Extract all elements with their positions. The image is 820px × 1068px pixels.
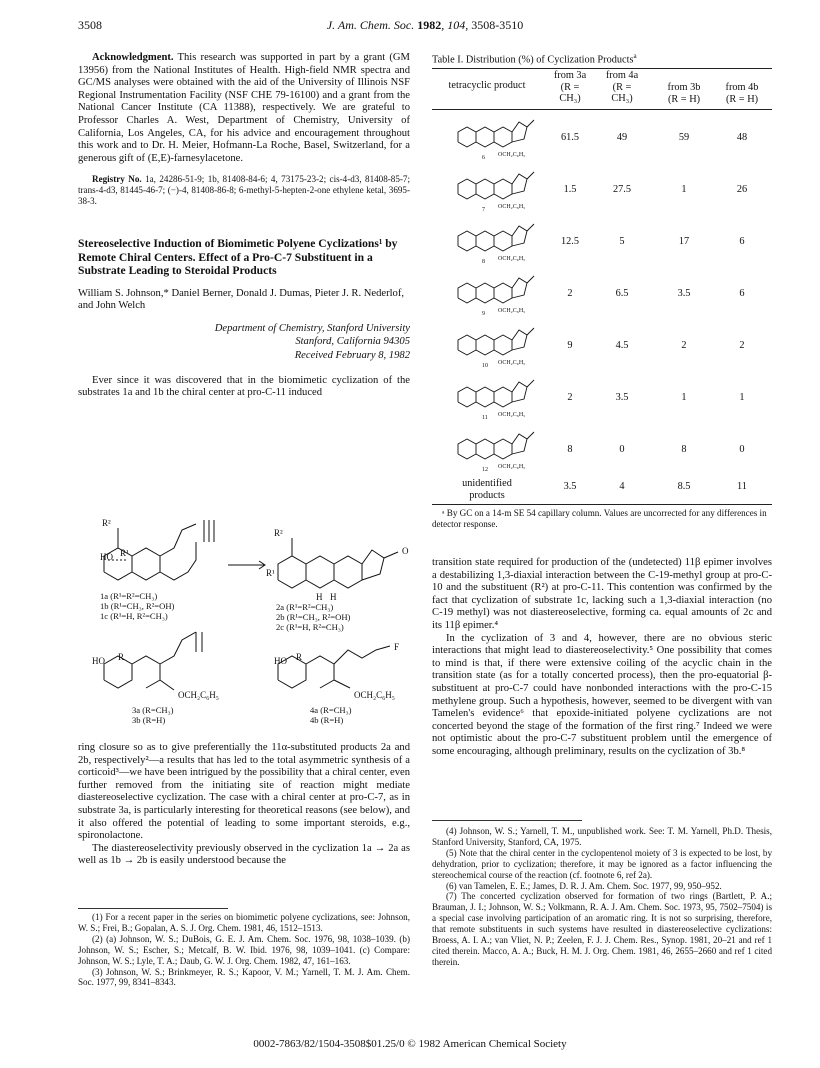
atom-R2-2: R² [274,528,283,538]
reaction-scheme [78,500,418,725]
left-column-body [78,742,410,868]
table-cell-12-col3: 8 [681,444,687,455]
footnote-3: (3) Johnson, W. S.; Brinkmeyer, R. S.; Kapoor, V. M.; Yarnell, T. M. J. Am. Chem. Soc. 1977, 99, 8341–8343. [78,966,410,988]
table-cell-7-col1: 1.5 [563,184,577,195]
sub-och-3: OCH₂C₆H₅ [178,690,219,700]
footnotes-right [432,826,772,968]
label-4b: 4b (R=H) [310,715,344,725]
page-number: 3508 [78,18,102,32]
left-column-top [78,52,410,400]
label-4a: 4a (R=CH₃) [310,705,352,715]
col-header-3b: from 3b (R = H) [667,82,701,105]
svg-text:11: 11 [482,415,488,420]
footnotes-left [78,912,410,988]
svg-text:OCH₂C₆H₅: OCH₂C₆H₅ [498,204,526,210]
atom-HO-3: HO [92,656,105,666]
table-cell-9-col1: 2 [567,288,573,299]
table-cell-11-col3: 1 [681,392,687,403]
svg-text:OCH₂C₆H₅: OCH₂C₆H₅ [498,412,526,418]
table-cell-11-col1: 2 [567,392,573,403]
svg-text:10: 10 [482,363,488,368]
svg-text:12: 12 [482,467,488,472]
table-cell-6-col2: 49 [616,132,628,143]
body-paragraph-4: transition state required for production of the (undetected) 11β epimer involves a destabilizing 1,3-diaxial interaction between the C-19-methyl group at pro-C-10 and the substituent (R²) at pro-C-11. This contention was confirmed by the fact that cyclization of substrate 1c, lacking such a 1,3-diaxial interaction (no C-19 methyl) was not diastereoselective, forming ca. equal amounts of 2c and its 11β epimer.⁴ [432,557,772,631]
product-structure-9 [454,268,544,316]
table-cell-8-col4: 6 [739,236,745,247]
table-cell-8-col1: 12.5 [560,236,580,247]
atom-R1-1: R¹ [120,548,129,558]
table-cell-10-col2: 4.5 [615,340,629,351]
table-cell-9-col4: 6 [739,288,745,299]
footnote-rule-right [432,820,582,821]
journal-citation: J. Am. Chem. Soc. 1982, 104, 3508-3510 [326,18,524,32]
right-column-body [432,557,772,759]
svg-text:9: 9 [482,311,485,316]
table-cell-10-col1: 9 [567,340,573,351]
table-cell-7-col4: 26 [736,184,748,195]
svg-text:OCH₂C₆H₅: OCH₂C₆H₅ [498,152,526,158]
table-cell-11-col4: 1 [739,392,745,403]
svg-text:7: 7 [482,207,485,212]
label-2c: 2c (R¹=H, R²=CH₃) [276,622,344,632]
table-cell-11-col2: 3.5 [615,392,629,403]
department: Department of Chemistry, Stanford University [214,323,410,335]
table-cell-12-col2: 0 [619,444,625,455]
atom-H-2b: H [330,592,337,602]
col-header-3a: from 3a (R = CH₃) [553,70,587,104]
structure-2-drawing [278,538,398,588]
label-3b: 3b (R=H) [132,715,166,725]
atom-F-4: F [394,642,400,652]
table-footnote: ᵃ By GC on a 14-m SE 54 capillary column. Values are uncorrected for any differences in detector response. [432,508,767,529]
page-footer: 0002-7863/82/1504-3508$01.25/0 © 1982 American Chemical Society [253,1038,567,1050]
authors: William S. Johnson,* Daniel Berner, Donald J. Dumas, Pieter J. R. Nederlof, and John Welch [78,287,405,312]
unidentified-label: unidentified products [462,478,512,501]
location: Stanford, California 94305 [295,335,410,347]
received-date: Received February 8, 1982 [294,350,410,362]
atom-R-4: R [296,652,303,662]
atom-R-3: R [118,652,125,662]
svg-text:OCH₂C₆H₅: OCH₂C₆H₅ [498,308,526,314]
atom-HO-4: HO [274,656,287,666]
table-cell-12-col1: 8 [567,444,573,455]
label-3a: 3a (R=CH₃) [132,705,174,715]
table-cell-12-col4: 0 [739,444,745,455]
footnote-1: (1) For a recent paper in the series on biomimetic polyene cyclizations, see: Johnson, W. S.; Frei, B.; Gopalan, A. S. J. Org. Chem. 1981, 46, 1512–1513. [78,912,410,933]
table-cell-9-col3: 3.5 [677,288,691,299]
atom-R1-2: R¹ [266,568,275,578]
atom-HO-1: HO [100,552,113,562]
svg-text:6: 6 [482,155,485,160]
label-1a: 1a (R¹=R²=CH₃) [100,591,158,601]
label-2b: 2b (R¹=CH₃, R²=OH) [276,612,351,622]
footnote-5: (5) Note that the chiral center in the cyclopentenol moiety of 3 is expected to be lost, by dehydration, prior to cyclization; therefore, it may be ignored as a factor influencing the stereochemical course of the reaction (cf. footnote 6, ref 2a). [432,847,772,880]
product-structure-7 [454,164,544,212]
table-cell-10-col3: 2 [681,340,687,351]
footnote-6: (6) van Tamelen, E. E.; James, D. R. J. Am. Chem. Soc. 1977, 99, 950–952. [446,880,722,891]
table-cell-6-col4: 48 [736,132,748,143]
col-header-4b: from 4b (R = H) [725,82,759,105]
footnote-rule-left [78,908,228,909]
footnote-2: (2) (a) Johnson, W. S.; DuBois, G. E. J. Am. Chem. Soc. 1976, 98, 1038–1039. (b) Johnson, W. S.; Escher, S.; Metcalf, B. W. Ibid. 1976, 98, 1039–1041. (c) Compare: Johnson, W. S.; Lyle, T. A.; Daub, G. W. J. Org. Chem. 1982, 47, 161–163. [78,933,410,966]
svg-text:OCH₂C₆H₅: OCH₂C₆H₅ [498,256,526,262]
article-title: Stereoselective Induction of Biomimetic Polyene Cyclizations¹ by Remote Chiral Centers. Effect of a Pro-C-7 Substituent in a Substrate Leading to Steroidal Products [78,237,398,278]
atom-O-2: O [402,546,409,556]
structure-4-drawing [278,646,390,688]
body-paragraph-1: Ever since it was discovered that in the biomimetic cyclization of the substrates 1a and 1b the chiral center at pro-C-11 induced [78,374,410,399]
table-cell-6-col3: 59 [678,132,690,143]
svg-text:OCH₂C₆H₅: OCH₂C₆H₅ [498,360,526,366]
atom-H-2a: H [316,592,323,602]
label-1b: 1b (R¹=CH₃, R²=OH) [100,601,175,611]
table-cell-9-col2: 6.5 [615,288,629,299]
table-cell-10-col4: 2 [739,340,745,351]
table-cell-7-col2: 27.5 [612,184,632,195]
product-structure-10 [454,320,544,368]
unidentified-4b: 11 [737,481,747,492]
table-cell-7-col3: 1 [681,184,687,195]
unidentified-4a: 4 [619,481,625,492]
table-cell-8-col3: 17 [678,236,690,247]
label-2a: 2a (R¹=R²=CH₃) [276,602,334,612]
registry-numbers: Registry No. 1a, 24286-51-9; 1b, 81408-84-6; 4, 73175-23-2; cis-4-d3, 81408-85-7; trans-4-d3, 81445-46-7; (−)-4, 81408-86-8; 6-methyl-5-hepten-2-one ethylene ketal, 3695-38-3. [78,174,410,207]
product-structure-12 [454,424,544,472]
table-caption: Table I. Distribution (%) of Cyclization Products$^a$ [432,52,637,66]
body-paragraph-3: The diastereoselectivity previously observed in the cyclization 1a → 2a as well as 1b → 2b is easily understood because the [78,842,410,867]
acknowledgment: Acknowledgment. This research was supported in part by a grant (GM 13956) from the National Institutes of Health. High-field NMR spectra and GC/MS analyses were obtained with the aid of the University of Illinois NSF Regional Instrumentation Facility (NSF CHE 79-16100) and a grant from the National Cancer Institute (CA 11388), respectively. We are grateful to Professor Charles A. West, Department of Chemistry, University of California, Los Angeles, CA, for his advice and encouragement throughout this work and to Dr. H. Meier, Hofmann-La Roche, Basel, Switzerland, for a generous gift of (E,E)-farnesylacetone. [78,52,410,164]
footnote-7: (7) The concerted cyclization observed for formation of two rings (Bartlett, P. A.; Brauman, J. I.; Johnson, W. S.; Volkmann, R. A. J. Am. Chem. Soc. 1973, 95, 7502–7504) is a special case involving participation of an aromatic ring. It is not so surprising, therefore, that remote substituents in such systems have resulted in diastereoselective cyclizations: Broess, A. I. A.; van Vliet, N. P.; Zeelen, F. J. J. Chem. Res., Synop. 1981, 20–21 and ref 1 cited therein. Macco, A. A.; Buck, H. M. J. Org. Chem. 1981, 46, 2655–2660 and ref 1 cited therein. [432,891,772,967]
unidentified-3a: 3.5 [563,481,577,492]
body-paragraph-2: ring closure so as to give preferentially the 11α-substituted products 2a and 2b, respectively²—a results that has led to the total asymmetric synthesis of a corticoid³—we have been intrigued by the possibility that a chiral center, even further removed from the initiating site of reaction might mediate diastereoselective cyclization. The case with a chiral center at pro-C-7, as in substrate 3a, is particularly interesting for theoretical reasons (see below), and it also offered the potential of leading to some important steroids, e.g., spironolactone. [78,742,410,842]
label-1c: 1c (R¹=H, R²=CH₃) [100,611,168,621]
product-structure-11 [454,372,544,420]
col-header-4a: from 4a (R = CH₃) [605,70,639,104]
body-paragraph-5: In the cyclization of 3 and 4, however, there are no obvious steric interactions that might lead to diastereoselectivity.⁵ One possibility that comes to mind is that, if there were extensive coiling of the acyclic chain in the transition state (as for a totally concerted process), then the pro-equatorial β-substituent at pro-C-7 could have nonbonded interactions with the pro-C-15 methylene group. Such a hypothesis, however, seemed to be divergent with van Tamelen's evidence⁶ that epoxide-initiated polyene cyclizations are not concerted beyond the stage of the formation of the first ring.⁷ Indeed we were not optimistic about the pro-C-7 substituent problem until the emergence of some encouraging, although preliminary, results on the cyclization of 3b.⁸ [432,632,772,757]
svg-text:8: 8 [482,259,485,264]
unidentified-3b: 8.5 [677,481,691,492]
product-structure-8 [454,216,544,264]
svg-text:OCH₂C₆H₅: OCH₂C₆H₅ [498,464,526,470]
table-cell-8-col2: 5 [619,236,625,247]
sub-och-4: OCH₂C₆H₅ [354,690,395,700]
product-structure-6 [454,112,544,160]
footnote-4: (4) Johnson, W. S.; Yarnell, T. M., unpublished work. See: T. M. Yarnell, Ph.D. Thesis, Stanford University, Stanford, CA, 1975. [432,826,772,847]
table-cell-6-col1: 61.5 [560,132,580,143]
running-header [78,18,772,34]
col-header-product: tetracyclic product [448,80,526,91]
atom-R2-1: R² [102,518,111,528]
